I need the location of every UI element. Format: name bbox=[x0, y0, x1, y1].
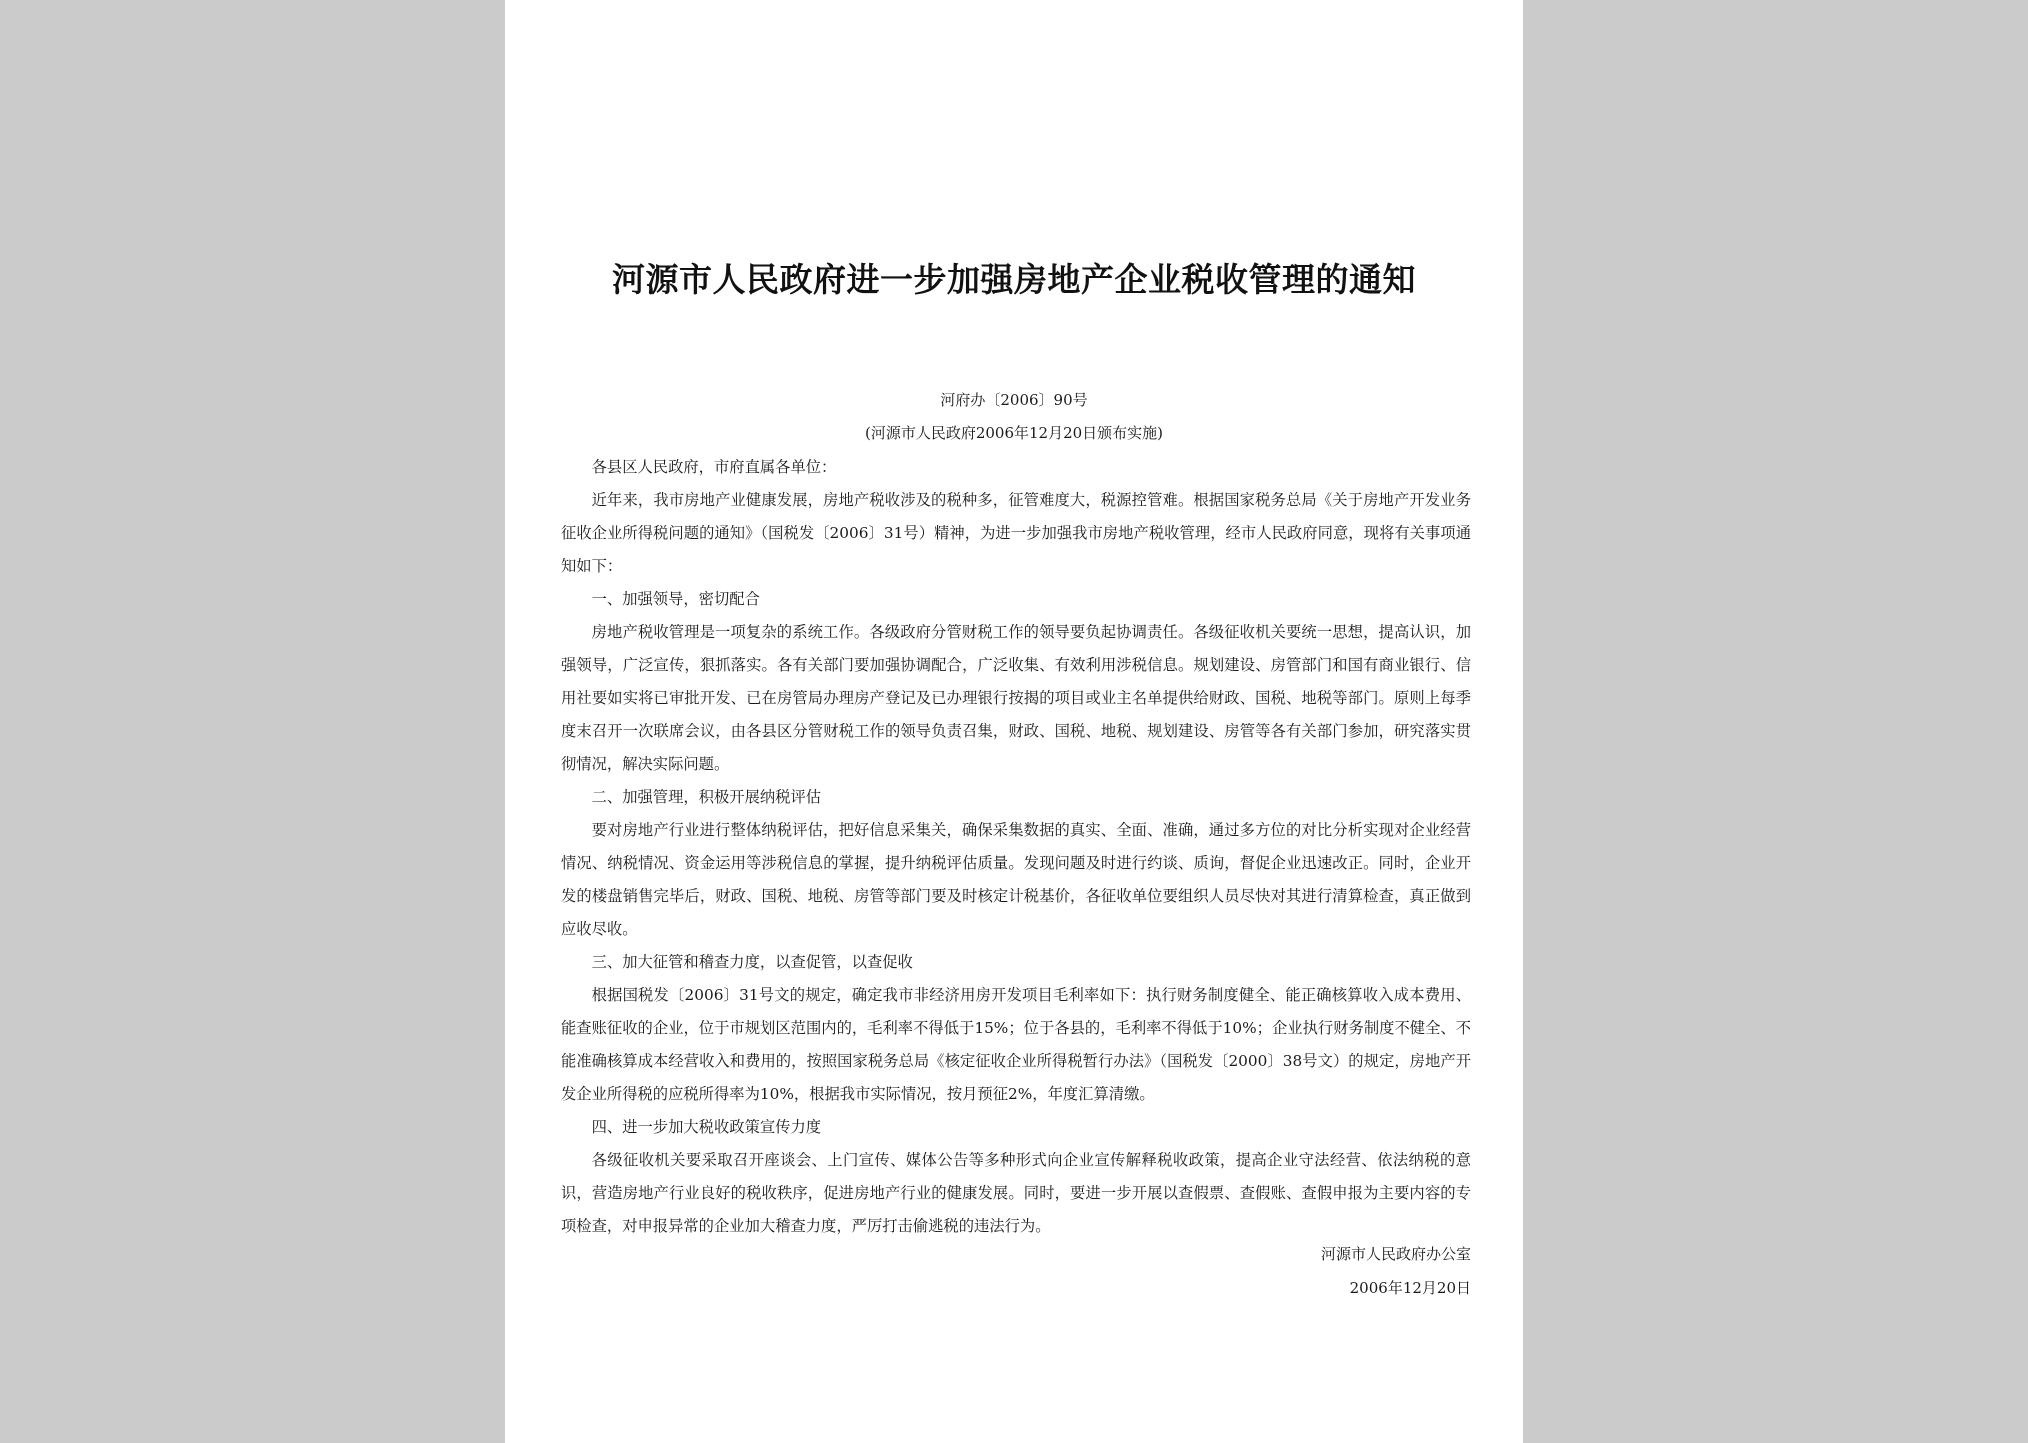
paragraph-section-2: 要对房地产行业进行整体纳税评估，把好信息采集关，确保采集数据的真实、全面、准确，通过多方位的对比分析实现对企业经营情况、纳税情况、资金运用等涉税信息的掌握，提升纳税评估质量。发现问题及时进行约谈、质询，督促企业迅速改正。同时，企业开发的楼盘销售完毕后，财政、国税、地税、房管等部门要及时核定计税基价，各征收单位要组织人员尽快对其进行清算检查，真正做到应收尽收。 bbox=[561, 821, 1471, 938]
section-heading-1: 一、加强领导，密切配合 bbox=[591, 590, 760, 608]
signature-organization: 河源市人民政府办公室 bbox=[1320, 1245, 1471, 1263]
section-heading-2: 二、加强管理，积极开展纳税评估 bbox=[591, 788, 822, 806]
section-heading-3: 三、加大征管和稽查力度，以查促管，以查促收 bbox=[591, 953, 913, 971]
issue-note: (河源市人民政府2006年12月20日颁布实施) bbox=[864, 424, 1164, 442]
document-body bbox=[561, 451, 1471, 1243]
document-page bbox=[505, 0, 1523, 1443]
document-number: 河府办〔2006〕90号 bbox=[940, 391, 1088, 409]
section-heading-4: 四、进一步加大税收政策宣传力度 bbox=[591, 1118, 822, 1136]
salutation: 各县区人民政府，市府直属各单位： bbox=[591, 458, 837, 476]
document-title: 河源市人民政府进一步加强房地产企业税收管理的通知 bbox=[612, 260, 1416, 299]
paragraph-section-3: 根据国税发〔2006〕31号文的规定，确定我市非经济用房开发项目毛利率如下：执行财务制度健全、能正确核算收入成本费用、能查账征收的企业，位于市规划区范围内的，毛利率不得低于15%；位于各县的，毛利率不得低于10%；企业执行财务制度不健全、不能准确核算成本经营收入和费用的，按照国家税务总局《核定征收企业所得税暂行办法》（国税发〔2000〕38号文）的规定，房地产开发企业所得税的应税所得率为10%，根据我市实际情况，按月预征2%，年度汇算清缴。 bbox=[561, 986, 1471, 1103]
signature-date: 2006年12月20日 bbox=[1349, 1279, 1471, 1297]
paragraph-intro: 近年来，我市房地产业健康发展，房地产税收涉及的税种多，征管难度大，税源控管难。根据国家税务总局《关于房地产开发业务征收企业所得税问题的通知》（国税发〔2006〕31号）精神，为进一步加强我市房地产税收管理，经市人民政府同意，现将有关事项通知如下： bbox=[561, 491, 1471, 575]
paragraph-section-4: 各级征收机关要采取召开座谈会、上门宣传、媒体公告等多种形式向企业宣传解释税收政策，提高企业守法经营、依法纳税的意识，营造房地产行业良好的税收秩序，促进房地产行业的健康发展。同时，要进一步开展以查假票、查假账、查假申报为主要内容的专项检查，对申报异常的企业加大稽查力度，严厉打击偷逃税的违法行为。 bbox=[561, 1151, 1471, 1235]
paragraph-section-1: 房地产税收管理是一项复杂的系统工作。各级政府分管财税工作的领导要负起协调责任。各级征收机关要统一思想，提高认识，加强领导，广泛宣传，狠抓落实。各有关部门要加强协调配合，广泛收集、有效利用涉税信息。规划建设、房管部门和国有商业银行、信用社要如实将已审批开发、已在房管局办理房产登记及已办理银行按揭的项目或业主名单提供给财政、国税、地税等部门。原则上每季度末召开一次联席会议，由各县区分管财税工作的领导负责召集，财政、国税、地税、规划建设、房管等各有关部门参加，研究落实贯彻情况，解决实际问题。 bbox=[561, 623, 1471, 773]
